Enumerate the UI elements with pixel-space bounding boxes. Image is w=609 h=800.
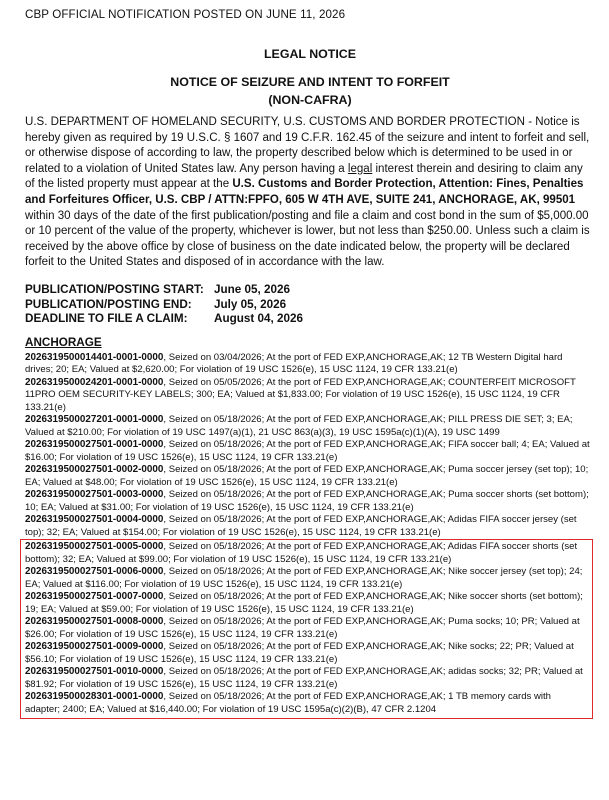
seizure-id: 2026319500027501-0010-0000 <box>25 666 164 678</box>
seizure-entry <box>25 616 588 641</box>
notice-text-part3: within 30 days of the date of the first publication/posting and file a claim and cost bond in the sum of $5,000.00 or 10 percent of the value of the property, whichever is lower, but not less than $250.00. Unless such a claim is received by the above office by close of business on the date indicated below, the property will be declared forfeit to the United States and disposed of in accordance with the law. <box>25 209 590 269</box>
seizure-details: , Seized on 05/18/2026; At the port of FED EXP,ANCHORAGE,AK; adidas socks; 32; PR; Valued at $81.92; For violation of 19 USC 1526(e), 15 USC 1124, 19 CFR 133.21(e) <box>25 666 583 690</box>
seizure-entry <box>25 489 590 514</box>
seizure-details: , Seized on 05/18/2026; At the port of FED EXP,ANCHORAGE,AK; Nike soccer jersey (set top); 24; EA; Valued at $116.00; For violation of 19 USC 1526(e), 15 USC 1124, 19 CFR 133.21(e) <box>25 566 583 590</box>
seizure-id: 2026319500014401-0001-0000 <box>25 351 164 363</box>
date-value: August 04, 2026 <box>214 312 303 326</box>
section-title-anchorage: ANCHORAGE <box>25 335 102 349</box>
seizure-id: 2026319500027501-0009-0000 <box>25 641 164 653</box>
seizure-entry <box>25 566 588 591</box>
seizure-entry <box>25 691 588 716</box>
seizure-id: 2026319500027501-0008-0000 <box>25 616 164 628</box>
seizure-details: , Seized on 05/18/2026; At the port of FED EXP,ANCHORAGE,AK; Adidas FIFA soccer shorts (set bottom); 32; EA; Valued at $99.00; For violation of 19 USC 1526(e), 15 USC 1124, 19 CFR 133.21(e) <box>25 541 578 565</box>
seizure-id: 2026319500027501-0005-0000 <box>25 541 164 553</box>
seizure-entries <box>25 352 590 720</box>
seizure-id: 2026319500027501-0001-0000 <box>25 439 164 451</box>
seizure-entry <box>25 541 588 566</box>
seizure-id: 2026319500027501-0007-0000 <box>25 591 164 603</box>
seizure-details: , Seized on 05/18/2026; At the port of FED EXP,ANCHORAGE,AK; Adidas FIFA soccer jersey (set top); 32; EA; Valued at $154.00; For violation of 19 USC 1526(e), 15 USC 1124, 19 CFR 133.21(e) <box>25 514 577 538</box>
seizure-details: , Seized on 05/18/2026; At the port of FED EXP,ANCHORAGE,AK; FIFA soccer ball; 4; EA; Valued at $16.00; For violation of 19 USC 1526(e), 15 USC 1124, 19 CFR 133.21(e) <box>25 439 590 463</box>
seizure-id: 2026319500027501-0003-0000 <box>25 489 164 501</box>
seizure-details: , Seized on 05/18/2026; At the port of FED EXP,ANCHORAGE,AK; Puma soccer jersey (set top); 10; EA; Valued at $48.00; For violation of 19 USC 1526(e), 15 USC 1124, 19 CFR 133.21(e) <box>25 464 589 488</box>
notice-address: U.S. Customs and Border Protection, Attention: Fines, Penalties and Forfeitures Officer, U.S. CBP / ATTN:FPFO, 605 W 4TH AVE, SUITE 241, ANCHORAGE, AK, 99501 <box>25 178 584 206</box>
date-label: DEADLINE TO FILE A CLAIM: <box>25 312 188 326</box>
seizure-id: 2026319500024201-0001-0000 <box>25 376 164 388</box>
seizure-entry <box>25 439 590 464</box>
seizure-details: , Seized on 05/18/2026; At the port of FED EXP,ANCHORAGE,AK; Nike socks; 22; PR; Valued at $56.10; For violation of 19 USC 1526(e), 15 USC 1124, 19 CFR 133.21(e) <box>25 641 574 665</box>
date-row-deadline <box>25 312 595 327</box>
seizure-entry <box>25 514 590 539</box>
notice-paragraph <box>25 115 595 271</box>
date-value: July 05, 2026 <box>214 297 287 311</box>
date-label: PUBLICATION/POSTING START: <box>25 282 204 296</box>
date-row-end <box>25 298 595 313</box>
seizure-entry <box>25 352 590 377</box>
document-subtitle-cafra: (NON-CAFRA) <box>268 93 352 107</box>
dates-block <box>25 283 595 327</box>
seizure-entry <box>25 377 590 415</box>
notice-text-part1: U.S. DEPARTMENT OF HOMELAND SECURITY, U.S. CUSTOMS AND BORDER PROTECTION - Notice is hereby given as required by 19 U.S.C. § 1607 and 19 C.F.R. 162.45 of the seizure and intent to forfeit and sell, or otherwise dispose of according to law, the property described below which is determined to be used in or related to a violation of United States law. Any person having a <box>25 116 590 175</box>
seizure-entry <box>25 464 590 489</box>
seizure-id: 2026319500027501-0004-0000 <box>25 514 164 526</box>
seizure-details: , Seized on 05/05/2026; At the port of FED EXP,ANCHORAGE,AK; COUNTERFEIT MICROSOFT 11PRO OEM SECURITY-KEY LABELS; 300; EA; Valued at $1,833.00; For violation of 19 USC 1526(e), 15 USC 1124, 19 CFR 133.21(e) <box>25 376 576 413</box>
seizure-details: , Seized on 05/18/2026; At the port of FED EXP,ANCHORAGE,AK; Nike soccer shorts (set bottom); 19; EA; Valued at $59.00; For violation of 19 USC 1526(e), 15 USC 1124, 19 CFR 133.21(e) <box>25 591 583 615</box>
seizure-details: , Seized on 03/04/2026; At the port of FED EXP,ANCHORAGE,AK; 12 TB Western Digital hard drives; 20; EA; Valued at $2,620.00; For violation of 19 USC 1526(e), 15 USC 1124, 19 CFR 133.21(e) <box>25 351 563 376</box>
posting-header: CBP OFFICIAL NOTIFICATION POSTED ON JUNE 11, 2026 <box>25 8 346 21</box>
seizure-id: 2026319500027501-0002-0000 <box>25 464 164 476</box>
seizure-id: 2026319500028301-0001-0000 <box>25 691 164 703</box>
document-subtitle: NOTICE OF SEIZURE AND INTENT TO FORFEIT <box>170 75 450 89</box>
highlighted-entries-box <box>20 539 593 719</box>
seizure-entry <box>25 641 588 666</box>
date-value: June 05, 2026 <box>214 282 291 296</box>
date-label: PUBLICATION/POSTING END: <box>25 297 192 311</box>
seizure-details: , Seized on 05/18/2026; At the port of FED EXP,ANCHORAGE,AK; 1 TB memory cards with adapter; 2400; EA; Valued at $16,440.00; For violation of 19 USC 1595a(c)(2)(B), 47 CFR 2.1204 <box>25 691 551 715</box>
seizure-details: , Seized on 05/18/2026; At the port of FED EXP,ANCHORAGE,AK; PILL PRESS DIE SET; 3; EA; Valued at $210.00; For violation of 19 USC 1497(a)(1), 21 USC 863(a)(3), 19 USC 1595a(c)(1)(A), 19 USC 1499 <box>25 414 573 438</box>
seizure-entry <box>25 414 590 439</box>
notice-legal-word: legal <box>347 162 373 175</box>
seizure-id: 2026319500027501-0006-0000 <box>25 566 164 578</box>
date-row-start <box>25 283 595 298</box>
seizure-entry <box>25 591 588 616</box>
seizure-details: , Seized on 05/18/2026; At the port of FED EXP,ANCHORAGE,AK; Puma socks; 10; PR; Valued at $26.00; For violation of 19 USC 1526(e), 15 USC 1124, 19 CFR 133.21(e) <box>25 616 580 640</box>
seizure-details: , Seized on 05/18/2026; At the port of FED EXP,ANCHORAGE,AK; Puma soccer shorts (set bottom); 10; EA; Valued at $31.00; For violation of 19 USC 1526(e), 15 USC 1124, 19 CFR 133.21(e) <box>25 489 589 513</box>
seizure-entry <box>25 666 588 691</box>
document-title: LEGAL NOTICE <box>263 47 357 61</box>
seizure-id: 2026319500027201-0001-0000 <box>25 414 164 426</box>
notice-text-part2: interest therein and desiring to claim any of the listed property must appear at the <box>25 162 583 191</box>
